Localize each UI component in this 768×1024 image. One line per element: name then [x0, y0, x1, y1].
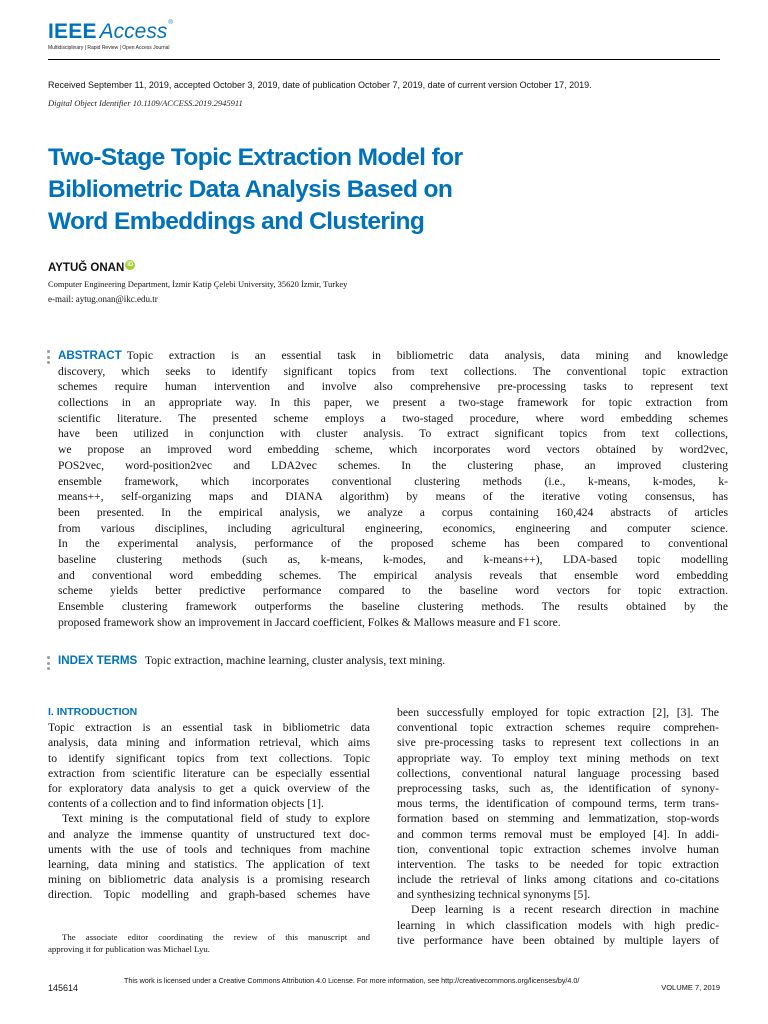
body-line: extraction from scientific literature can be especially essential	[48, 766, 370, 780]
header-rule	[48, 59, 720, 60]
body-line: tive performance have been obtained by multiple layers of	[397, 933, 719, 947]
title-line: Bibliometric Data Analysis Based on	[48, 176, 453, 203]
abstract-line: schemes require human intervention and involve also comprehensive pre-processing tasks to represent text	[58, 380, 728, 394]
abstract-line: been presented. In the empirical analysis, we analyze a corpus containing 160,424 abstracts of articles	[58, 505, 728, 519]
body-line: conventional topic extraction schemes require comprehen-	[397, 721, 719, 735]
abstract-line: scientific literature. The presented scheme employs a two-staged procedure, where word embedding schemes	[58, 411, 728, 425]
logo-tagline: Multidisciplinary | Rapid Review | Open Access Journal	[48, 45, 170, 51]
logo-access-text: Access	[99, 20, 168, 43]
paper-title	[48, 142, 608, 238]
body-line: direction. Topic modelling and graph-based schemes have	[48, 888, 370, 902]
abstract-line: ensemble framework, which incorporates conventional clustering methods (i.e., k-means, k-modes, k-	[58, 474, 728, 488]
body-line: learning, data mining and statistics. The application of text	[48, 857, 370, 871]
footnote-line: The associate editor coordinating the review of this manuscript and	[62, 932, 370, 942]
body-line: collections, conventional natural language processing based	[397, 766, 719, 780]
abstract-line: and conventional word embedding schemes. The empirical analysis reveals that ensemble word embedding	[58, 568, 728, 582]
abstract-line: In the experimental analysis, performance of the proposed scheme has been compared to conventional	[58, 537, 728, 551]
title-line: Two-Stage Topic Extraction Model for	[48, 144, 463, 171]
abstract-line: discovery, which seeks to identify significant topics from text collections. The conventional topic extraction	[58, 364, 728, 378]
abstract-line: Ensemble clustering framework outperforms the baseline clustering methods. The results obtained by the	[58, 600, 728, 613]
body-line: Text mining is the computational field of study to explore	[62, 812, 370, 826]
body-column-right	[397, 705, 719, 948]
abstract-line: we propose an improved word embedding scheme, which incorporates word vectors obtained by word2vec,	[58, 443, 728, 457]
body-line: and analyze the immense quantity of unstructured text doc-	[48, 827, 370, 841]
abstract-line: POS2vec, word-position2vec and LDA2vec schemes. In the clustering phase, an improved clustering	[58, 458, 728, 472]
title-line: Word Embeddings and Clustering	[48, 208, 425, 235]
author-affiliation: Computer Engineering Department, İzmir Katip Çelebi University, 35620 İzmir, Turkey	[48, 279, 348, 289]
license-notice[interactable]: This work is licensed under a Creative Commons Attribution 4.0 License. For more information, see http://creativecommons.org/licenses/by/4.0/	[124, 976, 580, 985]
page-number: 145614	[48, 983, 79, 993]
body-line: preprocessing tasks, such as, the identification of synony-	[397, 781, 719, 795]
body-line: include the retrieval of links among citations and co-citations	[397, 873, 719, 887]
index-terms	[58, 654, 445, 667]
abstract-line: ABSTRACT Topic extraction is an essential task in bibliometric data analysis, data mining and knowledge	[58, 349, 728, 362]
received-dates: Received September 11, 2019, accepted October 3, 2019, date of publication October 7, 2019, date of current version October 17, 2019.	[48, 80, 592, 90]
body-line: analysis, data mining and information retrieval, which aims	[48, 736, 370, 750]
author-email: e-mail: aytug.onan@ikc.edu.tr	[48, 294, 158, 304]
body-line: appropriate way. To employ text mining methods on text	[397, 751, 719, 765]
abstract-line: means++, self-organizing maps and DIANA algorithm) by means of the iterative voting consensus, has	[58, 490, 728, 504]
abstract-heading: ABSTRACT	[58, 349, 122, 362]
footnote-line: approving it for publication was Michael Lyu.	[48, 943, 210, 954]
logo-trademark: ®	[168, 20, 173, 26]
body-line: tion, conventional topic extraction schemes involve human	[397, 842, 719, 856]
body-line: been successfully employed for topic extraction [2], [3]. The	[397, 706, 719, 719]
body-line: and synthesizing technical synonyms [5].	[397, 888, 591, 902]
body-line: uments with the use of tools and techniques from machine	[48, 842, 370, 856]
doi-line: Digital Object Identifier 10.1109/ACCESS.2019.2945911	[48, 98, 243, 108]
abstract-line: scheme yields better predictive performance compared to the baseline word vectors for topic extraction.	[58, 584, 728, 598]
body-line: for exploratory data analysis to get a quick overview of the	[48, 781, 370, 795]
body-line: to identify significant topics from text collections. Topic	[48, 751, 370, 765]
index-terms-heading: INDEX TERMS	[58, 654, 138, 667]
body-line: and common terms removal must be employed [4]. In addi-	[397, 827, 719, 841]
body-line: Deep learning is a recent research direction in machine	[411, 903, 719, 917]
volume-info: VOLUME 7, 2019	[661, 983, 720, 992]
abstract-line: have been utilized in conjunction with cluster analysis. To extract significant topics from text collections,	[58, 427, 728, 441]
orcid-icon[interactable]: iD	[127, 262, 134, 268]
body-line: sive pre-processing tasks to represent text collections in an	[397, 736, 719, 750]
abstract-line: baseline clustering methods (such as, k-means, k-modes, and k-means++), LDA-based topic modelling	[58, 552, 728, 566]
index-terms-marker-icon	[47, 656, 51, 673]
abstract-line: from various disciplines, including agricultural engineering, economics, engineering and computer science.	[58, 521, 728, 535]
abstract-line: collections in an appropriate way. In this paper, we present a two-stage framework for topic extraction from	[58, 396, 728, 410]
abstract-line: proposed framework show an improvement in Jaccard coefficient, Folkes & Mallows measure and F1 score.	[58, 615, 561, 629]
abstract-marker-icon	[47, 350, 51, 367]
body-line: contents of a collection and to find information objects [1].	[48, 797, 324, 811]
body-line: formation based on stemming and lemmatization, stop-words	[397, 812, 719, 826]
logo-ieee-text: IEEE	[48, 20, 97, 43]
index-terms-text: Topic extraction, machine learning, cluster analysis, text mining.	[144, 654, 446, 667]
body-line: intervention. The tasks to be needed for topic extraction	[397, 857, 719, 871]
body-line: mining on bibliometric data analysis is a promising research	[48, 873, 370, 887]
editor-footnote	[48, 932, 370, 955]
abstract	[58, 348, 728, 630]
body-column-left	[48, 705, 370, 902]
body-line: mous terms, the identification of compound terms, term trans-	[397, 797, 719, 811]
author-block	[48, 262, 135, 274]
body-line: learning in which classification models with high predic-	[397, 918, 719, 932]
author-name: AYTUĞ ONAN	[48, 262, 125, 274]
section-heading: I. INTRODUCTION	[48, 706, 138, 718]
journal-logo	[48, 20, 173, 51]
body-line: Topic extraction is an essential task in bibliometric data	[48, 721, 370, 735]
